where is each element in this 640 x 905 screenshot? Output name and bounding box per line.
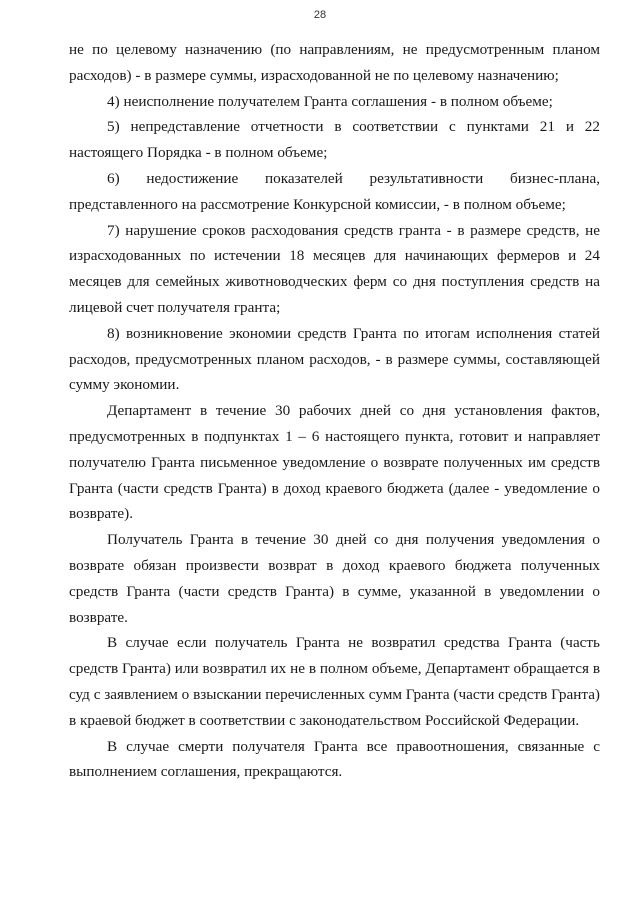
paragraph-item-5: 5) непредставление отчетности в соответствии с пунктами 21 и 22 настоящего Порядка - в полном объеме;: [69, 118, 600, 162]
paragraph-court-claim: В случае если получатель Гранта не возвратил средства Гранта (часть средств Гранта) или возвратил их не в полном объеме, Департамент обращается в суд с заявлением о взыскании перечисленных сумм Гранта (части средств Гранта) в краевой бюджет в соответствии с законодательством Российской Федерации.: [69, 634, 600, 729]
paragraph-recipient-return: Получатель Гранта в течение 30 дней со дня получения уведомления о возврате обязан произвести возврат в доход краевого бюджета полученных средств Гранта (части средств Гранта) в сумме, указанной в уведомлении о возврате.: [69, 531, 600, 626]
paragraph-death-termination: В случае смерти получателя Гранта все правоотношения, связанные с выполнением соглашения, прекращаются.: [69, 737, 600, 781]
document-body: [69, 37, 600, 785]
paragraph-item-4: 4) неисполнение получателем Гранта соглашения - в полном объеме;: [107, 92, 553, 110]
paragraph-item-8: 8) возникновение экономии средств Гранта по итогам исполнения статей расходов, предусмотренных планом расходов, - в размере суммы, составляющей сумму экономии.: [69, 324, 600, 394]
paragraph-item-6: 6) недостижение показателей результативности бизнес-плана, представленного на рассмотрение Конкурсной комиссии, - в полном объеме;: [69, 169, 600, 213]
page-number: 28: [313, 9, 327, 21]
paragraph-item-7: 7) нарушение сроков расходования средств гранта - в размере средств, не израсходованных по истечении 18 месяцев для начинающих фермеров и 24 месяцев для семейных животноводческих ферм со дня поступления средств на лицевой счет получателя гранта;: [69, 221, 600, 316]
paragraph-department-notice: Департамент в течение 30 рабочих дней со дня установления фактов, предусмотренных в подпунктах 1 – 6 настоящего пункта, готовит и направляет получателю Гранта письменное уведомление о возврате полученных им средств Гранта (части средств Гранта) в доход краевого бюджета (далее - уведомление о возврате).: [69, 402, 600, 523]
paragraph-continuation: не по целевому назначению (по направлениям, не предусмотренным планом расходов) - в размере суммы, израсходованной не по целевому назначению;: [69, 41, 600, 84]
